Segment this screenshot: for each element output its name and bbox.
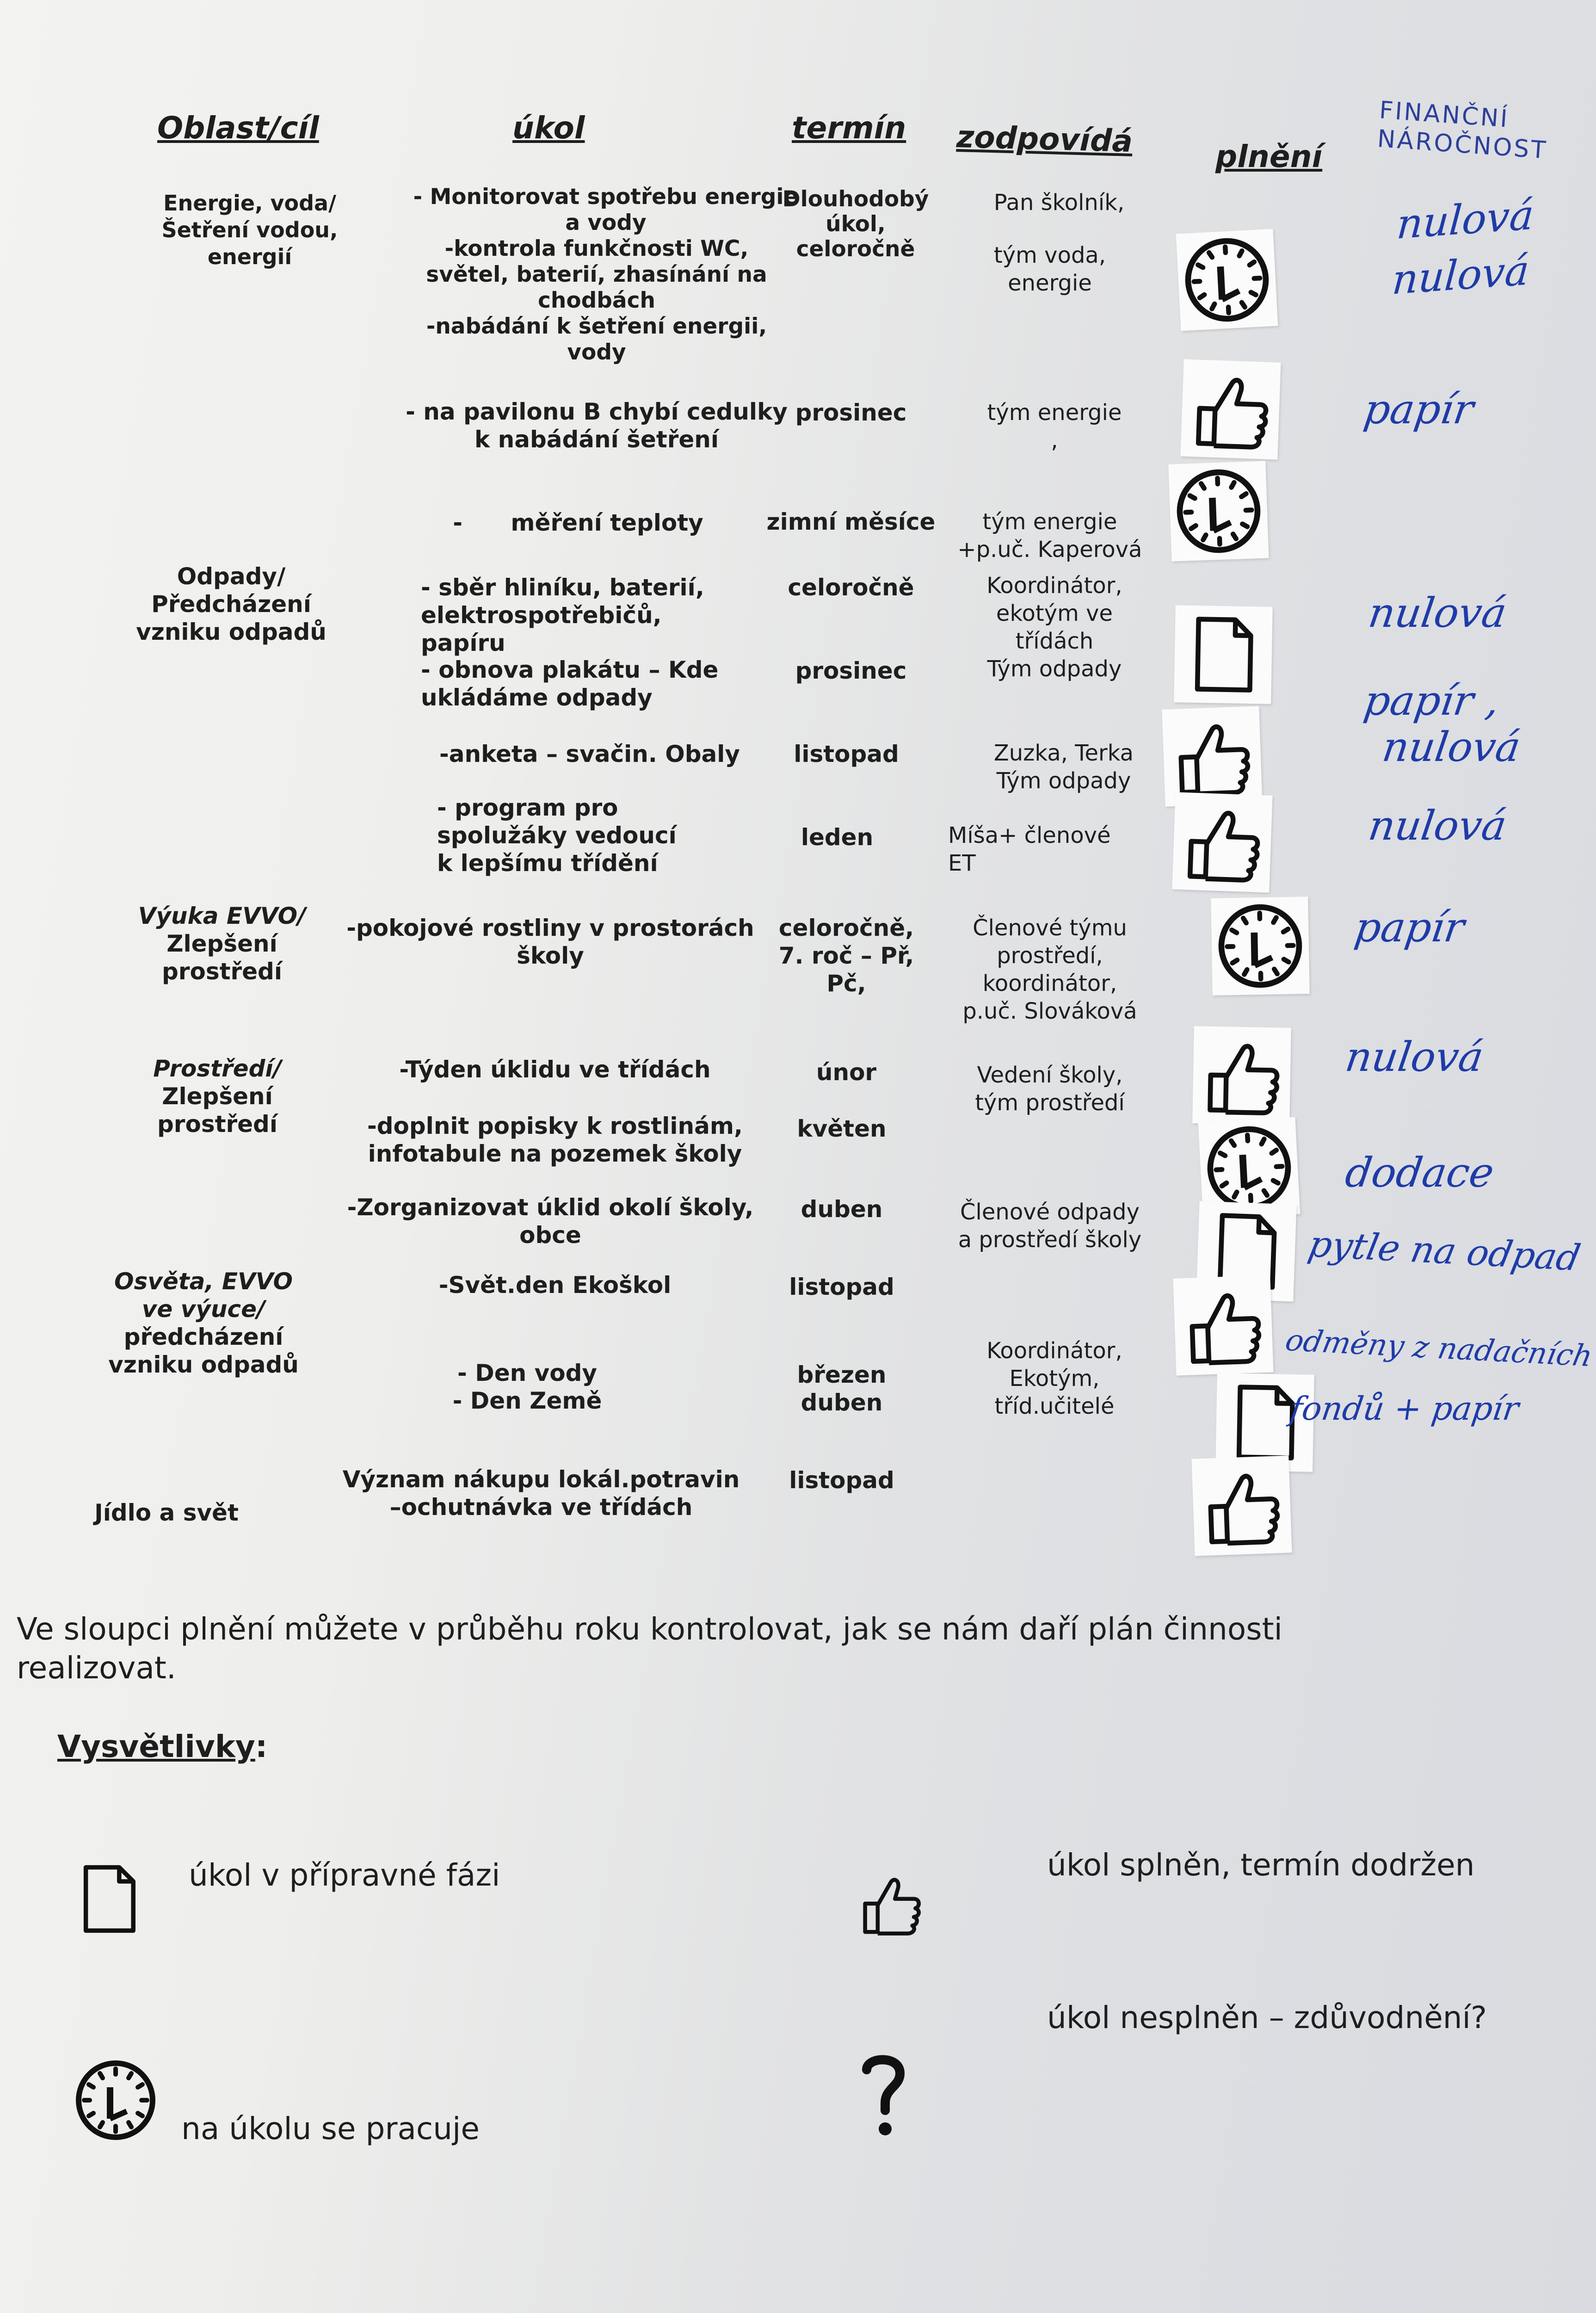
header-deadline: termín (792, 110, 906, 146)
deadline-5: celoročně (788, 574, 914, 601)
deadline-4: zimní měsíce (766, 508, 936, 535)
task-13: -Svět.den Ekoškol (438, 1272, 672, 1299)
task-10: -Týden úklidu ve třídách (399, 1056, 711, 1083)
responsible-5: Koordinátor, ekotým ve třídách (986, 573, 1122, 654)
task-3: - na pavilonu B chybí cedulky k nabádání šetření (406, 398, 788, 453)
question-mark-icon (856, 2049, 911, 2142)
task-12: -Zorganizovat úklid okolí školy, obce (347, 1194, 754, 1249)
legend-thumb-icon (851, 1864, 930, 1943)
status-clock-icon (1211, 897, 1310, 996)
area-food: Jídlo a svět (94, 1499, 239, 1526)
deadline-11: květen (797, 1115, 887, 1142)
legend-clock-icon (69, 2054, 162, 2146)
cost-14: fondů + papír (1288, 1390, 1522, 1428)
responsible-4: tým energie +p.uč. Kaperová (957, 509, 1142, 563)
cost-11: dodace (1342, 1149, 1497, 1196)
cost-1: nulová (1395, 191, 1535, 248)
responsible-3: tým energie , (987, 400, 1122, 453)
deadline-10: únor (816, 1059, 877, 1086)
area-teaching: Výuka EVVO/ (138, 903, 306, 929)
cost-8: nulová (1365, 802, 1510, 849)
responsible-6: Tým odpady (987, 656, 1122, 682)
cost-13: odměny z nadačních (1282, 1323, 1596, 1374)
area-awareness: Osvěta, EVVO ve výuce/ (114, 1268, 293, 1323)
task-2: -kontrola funkčnosti WC, světel, baterií, zhasínání na chodbách -nabádání k šetření energii, vody (426, 236, 767, 365)
status-thumb-icon (1162, 706, 1262, 806)
legend-work-label: na úkolu se pracuje (181, 2111, 480, 2146)
deadline-6: prosinec (795, 657, 907, 684)
task-1: - Monitorovat spotřebu energie a vody (413, 184, 799, 235)
cost-10: nulová (1342, 1033, 1486, 1081)
deadline-12: duben (801, 1196, 883, 1223)
area-waste: Odpady/ Předcházení vzniku odpadů (136, 563, 327, 645)
header-fulfillment: plnění (1215, 139, 1323, 174)
cost-7: nulová (1379, 723, 1523, 771)
area-energy: Energie, voda/ Šetření vodou, energií (161, 191, 338, 269)
header-task: úkol (512, 110, 585, 146)
responsible-2: tým voda, energie (993, 242, 1106, 296)
area-awareness-sub: předcházení vzniku odpadů (108, 1323, 299, 1378)
deadline-8: leden (801, 824, 874, 851)
legend-fail-label: úkol nesplněn – zdůvodnění? (1047, 2000, 1487, 2035)
header-financial: FINANČNÍ NÁROČNOST (1376, 96, 1548, 165)
deadline-13: listopad (789, 1274, 894, 1300)
task-4: - měření teploty (453, 509, 703, 536)
responsible-1: Pan školník, (993, 190, 1125, 216)
legend-title (15, 1688, 267, 1805)
area-environment: Prostředí/ (153, 1055, 282, 1082)
task-15: Význam nákupu lokál.potravin –ochutnávka ve třídách (342, 1466, 740, 1521)
area-environment-sub: Zlepšení prostředí (157, 1083, 277, 1138)
task-5: - sběr hliníku, baterií, elektrospotřebičů, papíru (421, 574, 704, 656)
cost-9: papír (1351, 903, 1467, 951)
status-doc-icon (1174, 605, 1273, 704)
cost-6: papír , (1361, 677, 1503, 724)
legend-title-colon: : (255, 1729, 268, 1764)
legend-doc-icon (65, 1855, 153, 1943)
status-thumb-icon (1172, 792, 1272, 892)
status-clock-icon (1176, 229, 1278, 331)
deadline-15: listopad (789, 1467, 894, 1494)
responsible-10: Vedení školy, tým prostředí (975, 1062, 1125, 1116)
responsible-7: Zuzka, Terka Tým odpady (993, 740, 1134, 794)
status-thumb-icon (1192, 1026, 1291, 1125)
responsible-9: Členové týmu prostředí, koordinátor, p.uč. Slováková (962, 915, 1137, 1024)
header-area: Oblast/cíl (157, 110, 319, 146)
task-11: -doplnit popisky k rostlinám, infotabule na pozemek školy (367, 1113, 743, 1167)
legend-title-text: Vysvětlivky (57, 1729, 255, 1764)
legend-done-label: úkol splněn, termín dodržen (1047, 1847, 1475, 1883)
responsible-12: Členové odpady a prostředí školy (958, 1199, 1142, 1253)
task-9: -pokojové rostliny v prostorách školy (346, 915, 754, 969)
task-7: -anketa – svačin. Obaly (439, 741, 740, 767)
fulfillment-note: Ve sloupci plnění můžete v průběhu roku kontrolovat, jak se nám daří plán činnosti realizovat. (17, 1611, 1282, 1686)
deadline-3: prosinec (795, 399, 907, 426)
task-14: - Den vody - Den Země (452, 1360, 602, 1414)
task-6: - obnova plakátu – Kde ukládáme odpady (421, 656, 719, 711)
cost-2: nulová (1390, 246, 1531, 304)
legend-prep-label: úkol v přípravné fázi (189, 1857, 500, 1893)
deadline-7: listopad (794, 741, 899, 767)
area-teaching-sub: Zlepšení prostředí (162, 930, 282, 985)
deadline-1: Dlouhodobý úkol, celoročně (782, 186, 929, 262)
status-thumb-icon (1173, 1275, 1273, 1375)
task-8: - program pro spolužáky vedoucí k lepšímu třídění (437, 794, 677, 877)
header-responsible: zodpovídá (956, 119, 1133, 159)
deadline-14: březen duben (797, 1361, 887, 1416)
status-thumb-icon (1180, 359, 1281, 459)
responsible-14: Koordinátor, Ekotým, tříd.učitelé (986, 1338, 1122, 1419)
cost-12: pytle na odpad (1305, 1224, 1584, 1279)
cost-3: papír (1361, 385, 1477, 433)
status-clock-icon (1168, 461, 1269, 561)
deadline-9: celoročně, 7. roč – Př, Pč, (778, 915, 914, 997)
cost-5: nulová (1365, 589, 1510, 637)
status-thumb-icon (1191, 1455, 1292, 1556)
responsible-8: Míša+ členové ET (948, 823, 1111, 876)
